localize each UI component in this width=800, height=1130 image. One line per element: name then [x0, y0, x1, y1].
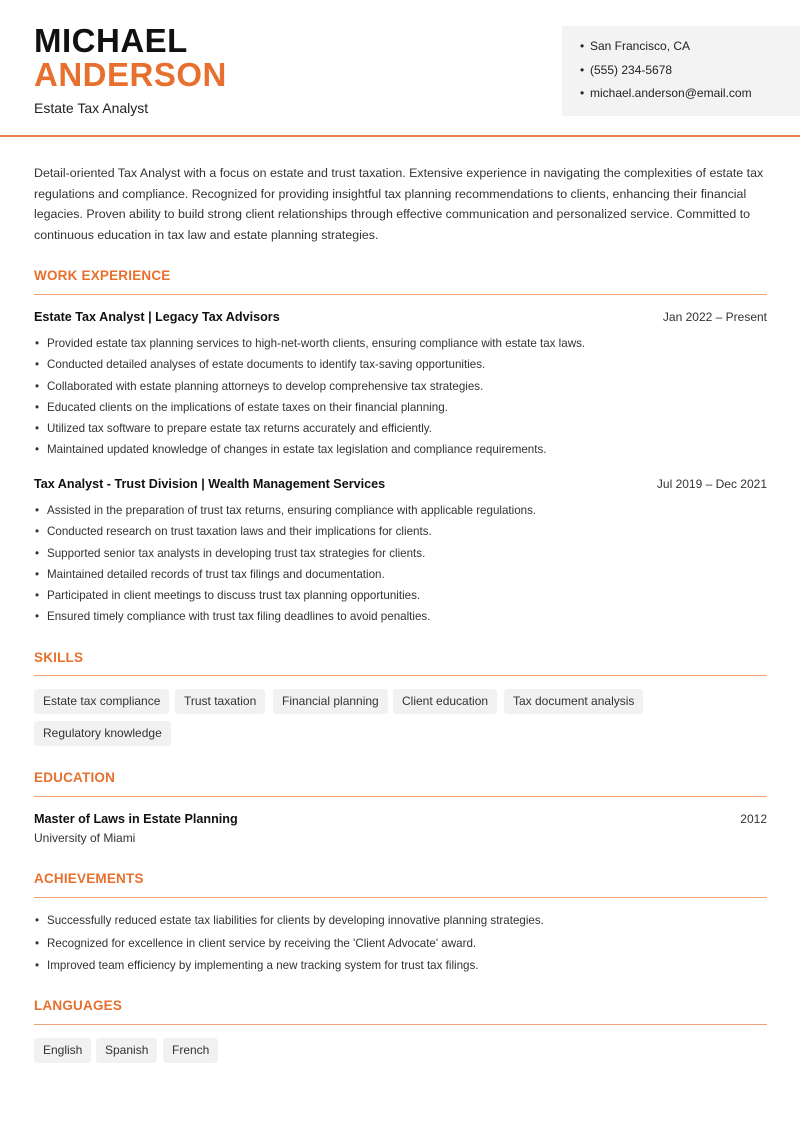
list-item: • Conducted detailed analyses of estate documents to identify tax-saving opportunities.	[34, 357, 768, 378]
language-chip: English	[34, 1038, 91, 1063]
language-chip: Spanish	[96, 1038, 157, 1063]
degree-title: Master of Laws in Estate Planning	[34, 812, 238, 826]
contact-location: • San Francisco, CA	[580, 38, 800, 62]
section-title-languages: LANGUAGES	[34, 998, 123, 1013]
job-bullets	[34, 336, 768, 464]
section-divider	[34, 675, 767, 676]
list-item: • Collaborated with estate planning attorneys to develop comprehensive tax strategies.	[34, 379, 768, 400]
job-title: Estate Tax Analyst | Legacy Tax Advisors	[34, 310, 280, 324]
job-date: Jul 2019 – Dec 2021	[656, 477, 767, 491]
skill-chip: Regulatory knowledge	[34, 721, 171, 746]
section-divider	[34, 796, 767, 797]
list-item: • Ensured timely compliance with trust tax filing deadlines to avoid penalties.	[34, 609, 768, 630]
list-item: • Provided estate tax planning services to high-net-worth clients, ensuring compliance with estate tax laws.	[34, 336, 768, 357]
list-item: • Supported senior tax analysts in developing trust tax strategies for clients.	[34, 546, 768, 567]
section-title-achievements: ACHIEVEMENTS	[34, 871, 144, 886]
contact-email: • michael.anderson@email.com	[580, 85, 800, 109]
job-bullets	[34, 503, 768, 631]
contact-box	[562, 26, 800, 116]
skill-chip: Estate tax compliance	[34, 689, 169, 714]
contact-phone: • (555) 234-5678	[580, 62, 800, 86]
list-item: • Educated clients on the implications of estate taxes on their financial planning.	[34, 400, 768, 421]
graduation-year: 2012	[740, 812, 767, 826]
skill-chip: Client education	[393, 689, 497, 714]
job-date: Jan 2022 – Present	[662, 310, 767, 324]
job-role: Estate Tax Analyst	[34, 100, 149, 116]
section-title-education: EDUCATION	[34, 770, 116, 785]
professional-summary: Detail-oriented Tax Analyst with a focus on estate and trust taxation. Extensive experience in navigating the complexities of estate tax regulations and compliance. Recognized for providing insightful tax planning recommendations to clients, enhancing their financial legacies. Proven ability to build strong client relationships through effective communication and personalized service. Committed to continuous education in tax law and estate planning strategies.	[34, 166, 764, 242]
list-item: • Improved team efficiency by implementing a new tracking system for trust tax filings.	[34, 958, 768, 981]
job-title: Tax Analyst - Trust Division | Wealth Management Services	[34, 477, 386, 491]
section-divider	[34, 897, 767, 898]
list-item: • Maintained updated knowledge of changes in estate tax legislation and compliance requirements.	[34, 442, 768, 463]
language-chip: French	[163, 1038, 218, 1063]
section-divider	[34, 294, 767, 295]
skill-chip: Financial planning	[273, 689, 388, 714]
section-title-skills: SKILLS	[34, 650, 84, 665]
section-title-work: WORK EXPERIENCE	[34, 268, 171, 283]
last-name: ANDERSON	[34, 56, 227, 93]
resume-header	[0, 0, 800, 137]
first-name: MICHAEL	[34, 22, 188, 59]
achievements-list	[34, 913, 768, 981]
school-name: University of Miami	[34, 831, 136, 845]
skill-chip: Tax document analysis	[504, 689, 643, 714]
list-item: • Assisted in the preparation of trust tax returns, ensuring compliance with applicable regulations.	[34, 503, 768, 524]
list-item: • Utilized tax software to prepare estate tax returns accurately and efficiently.	[34, 421, 768, 442]
list-item: • Participated in client meetings to discuss trust tax planning opportunities.	[34, 588, 768, 609]
section-divider	[34, 1024, 767, 1025]
list-item: • Recognized for excellence in client service by receiving the 'Client Advocate' award.	[34, 936, 768, 959]
list-item: • Maintained detailed records of trust tax filings and documentation.	[34, 567, 768, 588]
list-item: • Successfully reduced estate tax liabilities for clients by developing innovative planning strategies.	[34, 913, 768, 936]
list-item: • Conducted research on trust taxation laws and their implications for clients.	[34, 524, 768, 545]
skill-chip: Trust taxation	[175, 689, 265, 714]
